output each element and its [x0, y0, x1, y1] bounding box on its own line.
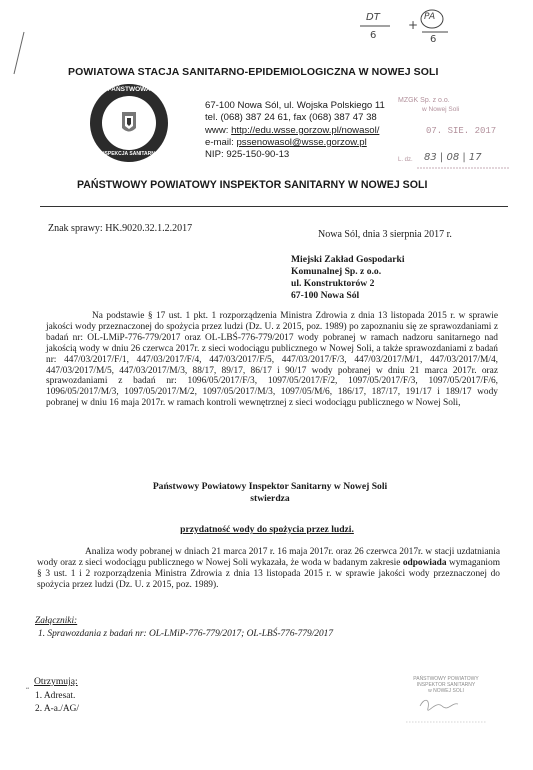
analysis-bold: odpowiada [402, 558, 447, 568]
recipient-line: 67-100 Nowa Sól [291, 290, 360, 301]
handwritten-margin-stroke [10, 30, 30, 78]
place-date: Nowa Sól, dnia 3 sierpnia 2017 r. [318, 229, 452, 240]
signature-stamp-line1: PAŃSTWOWY POWIATOWY [413, 676, 479, 682]
received-stamp-reg-number: 83 | 08 | 17 [424, 152, 482, 163]
recipient-line: Komunalnej Sp. z o.o. [291, 266, 382, 277]
www-label: www: [205, 124, 229, 136]
recipient-line: Miejski Zakład Gospodarki [291, 254, 405, 265]
decision-heading [100, 481, 440, 505]
received-stamp-line1: MZGK Sp. z o.o. [398, 97, 450, 104]
margin-mark: “ [26, 686, 30, 694]
www-link[interactable]: http://edu.wsse.gorzow.pl/nowasol/ [231, 124, 380, 136]
email-link[interactable]: pssenowasol@wsse.gorzow.pl [236, 136, 367, 148]
recipient-item: 2. A-a./AG/ [35, 703, 80, 714]
received-stamp-line2: w Nowej Soli [422, 106, 460, 113]
received-stamp-reg-label: L. dz. [398, 157, 413, 163]
handwritten-plus: + [408, 18, 419, 32]
handwritten-mark-pa-sub: 6 [430, 34, 437, 45]
decision-line1: Państwowy Powiatowy Inspektor Sanitarny w Nowej Soli [152, 481, 388, 492]
verdict: przydatność wody do spożycia przez ludzi. [180, 524, 354, 535]
attachments-heading: Załączniki: [35, 616, 78, 626]
analysis-text-1: Analiza wody pobranej w dniach 21 marca 2017 r. 16 maja 2017r. oraz 26 czerwca 2017r. w stacji uzdatniania wody oraz z sieci wodociągu publicznego w Nowej Soli wykazała, że woda w badanym zakresie [37, 547, 500, 568]
signature-stamp-line2: INSPEKTOR SANITARNY [416, 682, 476, 688]
recipients-heading: Otrzymują: [34, 676, 78, 687]
recipient-line: ul. Konstruktorów 2 [291, 278, 375, 289]
case-number: Znak sprawy: HK.9020.32.1.2.2017 [48, 223, 193, 234]
decision-line2: stwierdza [250, 493, 290, 504]
received-stamp [396, 97, 514, 173]
signature-scribble [390, 694, 502, 728]
nip: NIP: 925-150-90-13 [205, 149, 290, 161]
phone-fax: tel. (068) 387 24 61, fax (068) 387 47 38 [205, 112, 377, 124]
logo-text-top: PAŃSTWOWA [107, 86, 151, 93]
handwritten-mark-dt-sub: 6 [370, 30, 377, 41]
recipients-list [35, 690, 79, 715]
logo-text-bottom: INSPEKCJA SANITARNA [99, 151, 159, 157]
handwritten-mark-dt: DT [366, 12, 380, 23]
email-label: e-mail: [205, 136, 234, 148]
handwritten-notes [358, 8, 468, 52]
signature-stamp [390, 676, 502, 734]
received-stamp-date: 07. SIE. 2017 [426, 126, 497, 136]
attachment-item: 1. Sprawozdania z badań nr: OL-LMiP-776-779/2017; OL-LBŚ-776-779/2017 [38, 629, 334, 639]
signature-stamp-line3: w NOWEJ SOLI [428, 688, 464, 694]
inspector-title: PAŃSTWOWY POWIATOWY INSPEKTOR SANITARNY W NOWEJ SOLI [77, 179, 428, 191]
institution-logo [88, 82, 170, 164]
recipient-item: 1. Adresat. [35, 691, 76, 701]
address: 67-100 Nowa Sól, ul. Wojska Polskiego 11 [205, 100, 385, 111]
contact-block [205, 100, 385, 161]
institution-name: POWIATOWA STACJA SANITARNO-EPIDEMIOLOGICZNA W NOWEJ SOLI [68, 66, 439, 78]
header-divider [40, 206, 508, 207]
analysis-text-2: wymaganiom § 3 ust. 1 i 2 rozporządzenia Ministra Zdrowia z dnia 13 listopada 2015 r. w sprawie jakości wody przeznaczonej do spożycia przez ludzi (Dz. U. z 2015, poz. 1989). [37, 558, 500, 590]
handwritten-mark-pa: PA [424, 12, 436, 22]
body-paragraph: Na podstawie § 17 ust. 1 pkt. 1 rozporządzenia Ministra Zdrowia z dnia 13 listopada 2015 r. w sprawie jakości wody przeznaczonej do spożycia przez ludzi (Dz. U. z 2015, poz. 1989) po zapoznaniu się ze sprawozdaniami z badań nr: OL-LMiP-776-779/2017 oraz OL-LBŚ-776-779/2017 wody pobranej w ramach nadzoru sanitarnego nad jakością wody w dniu 26 czerwca 2017r. z sieci wodociągu publicznego w Nowej Soli, a także sprawozdaniami z badań nr: 447/03/2017/F/1, 447/03/2017/F/4, 447/03/2017/F/5, 447/03/2017/F/3, 447/03/2017/M/1, 447/03/2017/M/4, 447/03/2017/M/5, 447/03/2017/M/3, 88/17, 89/17, 86/17 i 90/17 wody pobranej w dniu 21 marca 2017r. oraz sprawozdaniami z badań nr: 1096/05/2017/F/3, 1097/05/2017/F/2, 1097/05/2017/F/3, 1097/05/2017/F/6, 1096/05/2017/M/3, 1097/05/2017/M/2, 1097/05/2017/M/3, 1097/05/M/6, 186/17, 187/17, 191/17 i 189/17 wody pobranej w dniu 16 maja 2017r. w ramach kontroli wewnętrznej z sieci wodociągu publicznego w Nowej Soli, [46, 311, 498, 409]
analysis-paragraph [37, 547, 500, 591]
recipient-address [291, 254, 405, 302]
